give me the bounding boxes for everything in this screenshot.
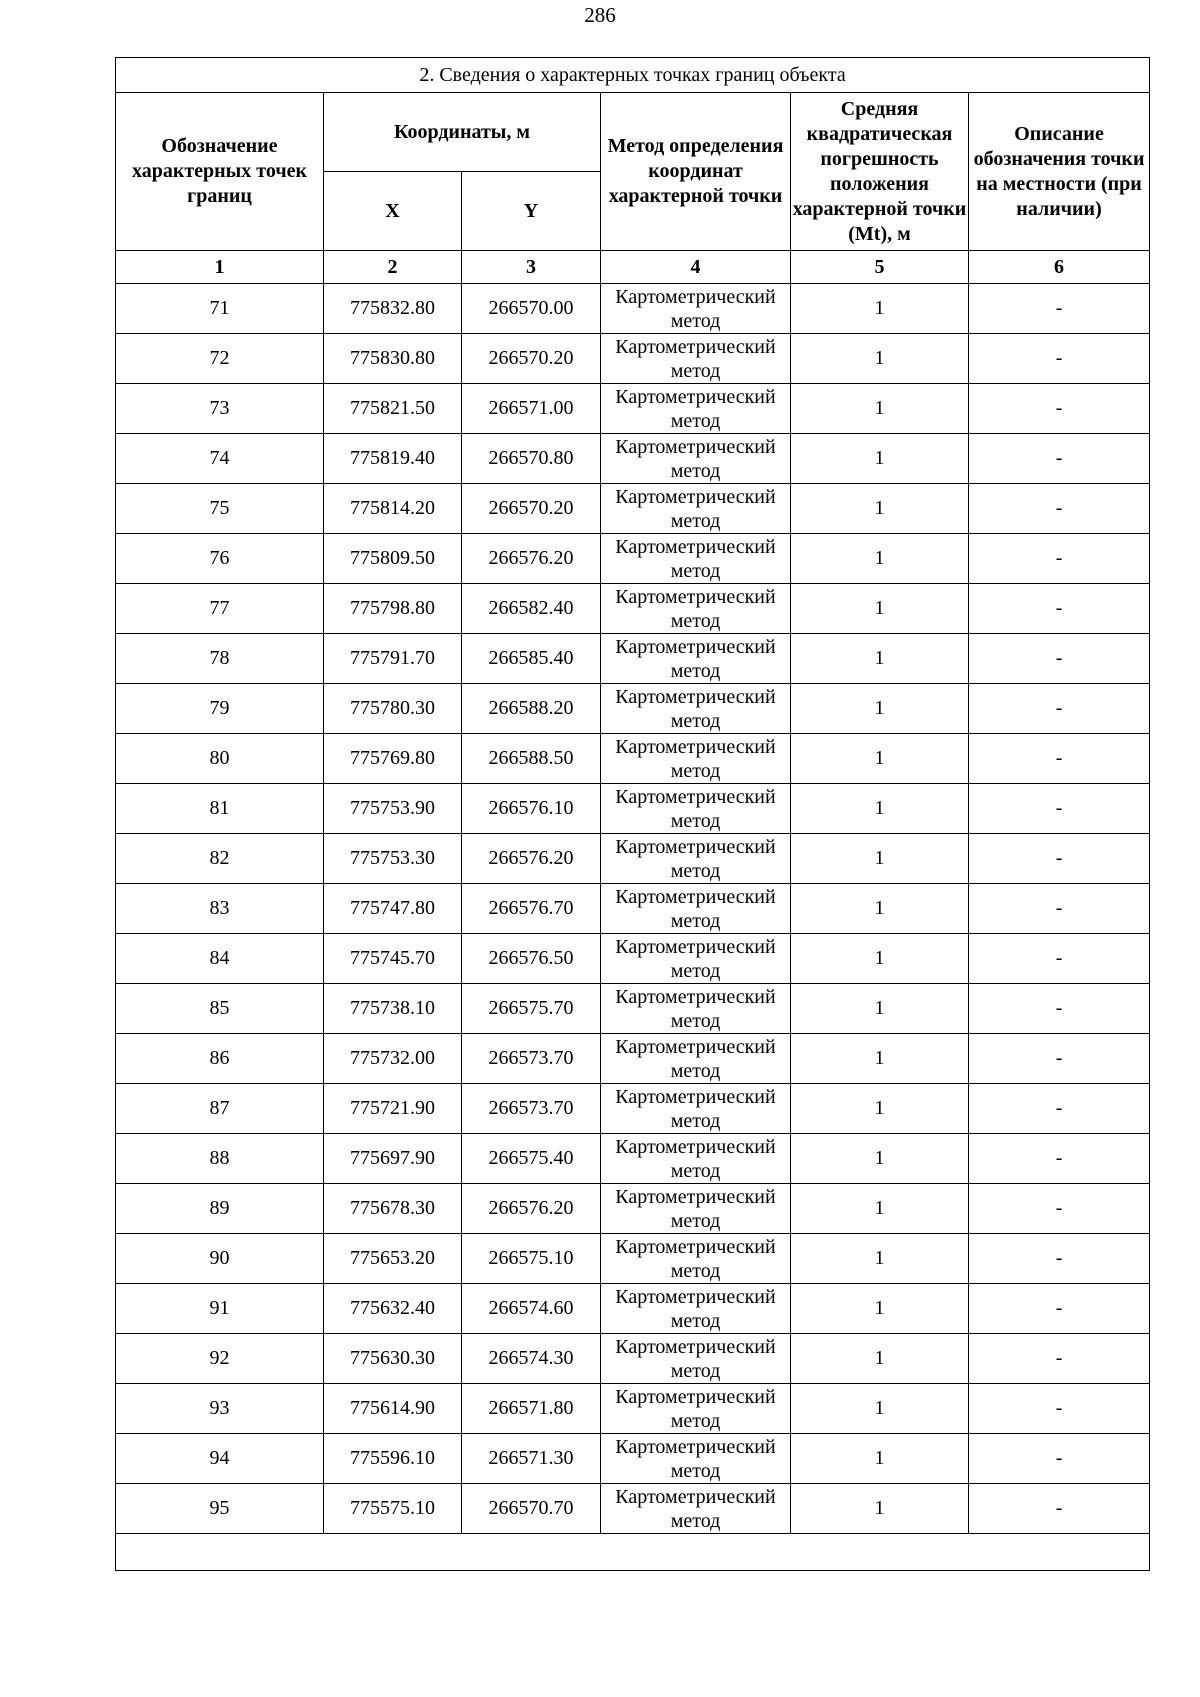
y-coordinate-cell: 266570.20 [462,334,601,384]
method-cell [601,1284,791,1334]
method-cell [601,434,791,484]
error-cell: 1 [791,1184,969,1234]
method-line-2: метод [670,1409,721,1432]
method-line-2: метод [670,509,721,532]
column-number: 1 [116,251,324,284]
description-cell: - [969,884,1150,934]
method-cell [601,1384,791,1434]
method-line-2: метод [670,359,721,382]
error-cell: 1 [791,584,969,634]
error-cell: 1 [791,1084,969,1134]
method-line-1: Картометрический [615,735,776,758]
error-cell: 1 [791,434,969,484]
description-cell: - [969,784,1150,834]
description-cell: - [969,1334,1150,1384]
point-cell: 71 [116,284,324,334]
error-cell: 1 [791,734,969,784]
description-cell: - [969,834,1150,884]
error-cell: 1 [791,334,969,384]
table-row [116,1084,1150,1134]
description-cell: - [969,1284,1150,1334]
method-line-2: метод [670,1509,721,1532]
table-row [116,1234,1150,1284]
error-cell: 1 [791,1234,969,1284]
point-cell: 95 [116,1484,324,1534]
y-coordinate-cell: 266570.00 [462,284,601,334]
method-line-1: Картометрический [615,585,776,608]
point-cell: 86 [116,1034,324,1084]
description-cell: - [969,984,1150,1034]
error-cell: 1 [791,1384,969,1434]
boundary-points-table [115,57,1150,1571]
method-cell [601,1234,791,1284]
empty-footer-row [116,1534,1150,1571]
description-cell: - [969,434,1150,484]
method-line-2: метод [670,809,721,832]
x-coordinate-cell: 775745.70 [324,934,462,984]
x-coordinate-cell: 775747.80 [324,884,462,934]
method-cell [601,1134,791,1184]
x-coordinate-cell: 775832.80 [324,284,462,334]
description-cell: - [969,484,1150,534]
column-number: 2 [324,251,462,284]
point-cell: 75 [116,484,324,534]
point-cell: 87 [116,1084,324,1134]
y-coordinate-cell: 266585.40 [462,634,601,684]
method-cell [601,1084,791,1134]
point-cell: 72 [116,334,324,384]
table-row [116,384,1150,434]
method-line-1: Картометрический [615,1385,776,1408]
table-row [116,534,1150,584]
method-line-1: Картометрический [615,1185,776,1208]
method-line-2: метод [670,1109,721,1132]
error-cell: 1 [791,384,969,434]
x-coordinate-cell: 775678.30 [324,1184,462,1234]
method-line-1: Картометрический [615,885,776,908]
y-coordinate-cell: 266570.80 [462,434,601,484]
header-coordinates: Координаты, м [324,93,601,172]
method-line-2: метод [670,309,721,332]
description-cell: - [969,634,1150,684]
error-cell: 1 [791,284,969,334]
description-cell: - [969,284,1150,334]
table-row [116,1134,1150,1184]
point-cell: 90 [116,1234,324,1284]
method-line-1: Картометрический [615,535,776,558]
table-body [116,284,1150,1534]
error-cell: 1 [791,934,969,984]
table-row [116,834,1150,884]
table-row [116,634,1150,684]
description-cell: - [969,384,1150,434]
error-cell: 1 [791,1034,969,1084]
empty-footer-cell [116,1534,1150,1571]
method-cell [601,584,791,634]
method-cell [601,1484,791,1534]
method-line-2: метод [670,1259,721,1282]
column-number: 4 [601,251,791,284]
table-row [116,734,1150,784]
description-cell: - [969,684,1150,734]
point-cell: 94 [116,1434,324,1484]
method-cell [601,284,791,334]
method-line-1: Картометрический [615,685,776,708]
description-cell: - [969,934,1150,984]
header-designation: Обозначение характерных точек границ [116,93,324,251]
method-cell [601,734,791,784]
column-number: 5 [791,251,969,284]
table-row [116,434,1150,484]
description-cell: - [969,534,1150,584]
x-coordinate-cell: 775630.30 [324,1334,462,1384]
table-row [116,684,1150,734]
point-cell: 78 [116,634,324,684]
description-cell: - [969,734,1150,784]
method-line-1: Картометрический [615,285,776,308]
x-coordinate-cell: 775614.90 [324,1384,462,1434]
point-cell: 85 [116,984,324,1034]
method-cell [601,634,791,684]
method-line-1: Картометрический [615,985,776,1008]
y-coordinate-cell: 266571.30 [462,1434,601,1484]
error-cell: 1 [791,634,969,684]
error-cell: 1 [791,1284,969,1334]
method-line-1: Картометрический [615,935,776,958]
description-cell: - [969,1184,1150,1234]
method-line-2: метод [670,1459,721,1482]
point-cell: 73 [116,384,324,434]
error-cell: 1 [791,484,969,534]
x-coordinate-cell: 775780.30 [324,684,462,734]
method-line-1: Картометрический [615,1085,776,1108]
y-coordinate-cell: 266570.20 [462,484,601,534]
y-coordinate-cell: 266582.40 [462,584,601,634]
method-cell [601,534,791,584]
error-cell: 1 [791,1334,969,1384]
table-row [116,884,1150,934]
error-cell: 1 [791,884,969,934]
method-cell [601,934,791,984]
point-cell: 93 [116,1384,324,1434]
error-cell: 1 [791,784,969,834]
point-cell: 74 [116,434,324,484]
x-coordinate-cell: 775753.30 [324,834,462,884]
table-row [116,1334,1150,1384]
error-cell: 1 [791,834,969,884]
method-cell [601,334,791,384]
header-error: Средняя квадратическая погрешность положения характерной точки (Mt), м [791,93,969,251]
method-cell [601,834,791,884]
table-row [116,484,1150,534]
point-cell: 89 [116,1184,324,1234]
method-line-1: Картометрический [615,835,776,858]
point-cell: 88 [116,1134,324,1184]
description-cell: - [969,1434,1150,1484]
y-coordinate-cell: 266575.70 [462,984,601,1034]
error-cell: 1 [791,984,969,1034]
x-coordinate-cell: 775814.20 [324,484,462,534]
method-line-2: метод [670,1059,721,1082]
y-coordinate-cell: 266573.70 [462,1084,601,1134]
method-cell [601,1334,791,1384]
method-cell [601,1184,791,1234]
table-row [116,284,1150,334]
y-coordinate-cell: 266575.40 [462,1134,601,1184]
point-cell: 77 [116,584,324,634]
method-line-2: метод [670,759,721,782]
description-cell: - [969,1034,1150,1084]
x-coordinate-cell: 775809.50 [324,534,462,584]
description-cell: - [969,1384,1150,1434]
x-coordinate-cell: 775791.70 [324,634,462,684]
description-cell: - [969,334,1150,384]
method-line-1: Картометрический [615,335,776,358]
method-line-1: Картометрический [615,1135,776,1158]
error-cell: 1 [791,1484,969,1534]
method-line-1: Картометрический [615,1335,776,1358]
point-cell: 80 [116,734,324,784]
error-cell: 1 [791,684,969,734]
table-row [116,1184,1150,1234]
method-cell [601,384,791,434]
y-coordinate-cell: 266576.20 [462,834,601,884]
description-cell: - [969,1084,1150,1134]
method-line-2: метод [670,1359,721,1382]
x-coordinate-cell: 775769.80 [324,734,462,784]
table-row [116,984,1150,1034]
y-coordinate-cell: 266576.20 [462,534,601,584]
method-line-1: Картометрический [615,1235,776,1258]
method-cell [601,684,791,734]
y-coordinate-cell: 266571.80 [462,1384,601,1434]
description-cell: - [969,1484,1150,1534]
y-coordinate-cell: 266570.70 [462,1484,601,1534]
y-coordinate-cell: 266575.10 [462,1234,601,1284]
method-line-1: Картометрический [615,635,776,658]
method-line-1: Картометрический [615,1035,776,1058]
point-cell: 84 [116,934,324,984]
x-coordinate-cell: 775821.50 [324,384,462,434]
error-cell: 1 [791,1134,969,1184]
method-cell [601,1434,791,1484]
point-cell: 81 [116,784,324,834]
method-line-1: Картометрический [615,385,776,408]
y-coordinate-cell: 266576.70 [462,884,601,934]
x-coordinate-cell: 775575.10 [324,1484,462,1534]
header-y: Y [462,172,601,251]
method-line-1: Картометрический [615,1435,776,1458]
method-line-2: метод [670,559,721,582]
header-method: Метод определения координат характерной точки [601,93,791,251]
x-coordinate-cell: 775753.90 [324,784,462,834]
point-cell: 76 [116,534,324,584]
y-coordinate-cell: 266588.50 [462,734,601,784]
method-line-2: метод [670,1009,721,1032]
error-cell: 1 [791,534,969,584]
y-coordinate-cell: 266571.00 [462,384,601,434]
method-line-2: метод [670,909,721,932]
method-line-2: метод [670,1209,721,1232]
x-coordinate-cell: 775830.80 [324,334,462,384]
y-coordinate-cell: 266576.10 [462,784,601,834]
x-coordinate-cell: 775632.40 [324,1284,462,1334]
table-row [116,784,1150,834]
method-cell [601,484,791,534]
description-cell: - [969,1134,1150,1184]
method-line-2: метод [670,459,721,482]
method-line-1: Картометрический [615,485,776,508]
x-coordinate-cell: 775721.90 [324,1084,462,1134]
x-coordinate-cell: 775798.80 [324,584,462,634]
x-coordinate-cell: 775653.20 [324,1234,462,1284]
table-row [116,1384,1150,1434]
page-number: 286 [584,3,616,27]
method-line-2: метод [670,409,721,432]
point-cell: 92 [116,1334,324,1384]
method-line-2: метод [670,659,721,682]
method-line-2: метод [670,1309,721,1332]
method-cell [601,1034,791,1084]
header-description: Описание обозначения точки на местности (при наличии) [969,93,1150,251]
column-number: 6 [969,251,1150,284]
table-row [116,1284,1150,1334]
method-line-1: Картометрический [615,1485,776,1508]
column-number: 3 [462,251,601,284]
x-coordinate-cell: 775732.00 [324,1034,462,1084]
method-line-2: метод [670,959,721,982]
x-coordinate-cell: 775697.90 [324,1134,462,1184]
table-row [116,334,1150,384]
method-line-1: Картометрический [615,785,776,808]
description-cell: - [969,584,1150,634]
table-row [116,1034,1150,1084]
y-coordinate-cell: 266573.70 [462,1034,601,1084]
method-line-1: Картометрический [615,1285,776,1308]
table-row [116,1484,1150,1534]
y-coordinate-cell: 266574.30 [462,1334,601,1384]
table-row [116,584,1150,634]
method-cell [601,984,791,1034]
x-coordinate-cell: 775738.10 [324,984,462,1034]
x-coordinate-cell: 775819.40 [324,434,462,484]
y-coordinate-cell: 266576.50 [462,934,601,984]
y-coordinate-cell: 266574.60 [462,1284,601,1334]
method-line-2: метод [670,709,721,732]
header-x: X [324,172,462,251]
point-cell: 79 [116,684,324,734]
method-cell [601,784,791,834]
y-coordinate-cell: 266576.20 [462,1184,601,1234]
section-title: 2. Сведения о характерных точках границ объекта [116,58,1150,93]
x-coordinate-cell: 775596.10 [324,1434,462,1484]
error-cell: 1 [791,1434,969,1484]
point-cell: 82 [116,834,324,884]
point-cell: 91 [116,1284,324,1334]
method-line-2: метод [670,609,721,632]
table-row [116,1434,1150,1484]
method-line-1: Картометрический [615,435,776,458]
method-cell [601,884,791,934]
y-coordinate-cell: 266588.20 [462,684,601,734]
description-cell: - [969,1234,1150,1284]
table-row [116,934,1150,984]
method-line-2: метод [670,1159,721,1182]
point-cell: 83 [116,884,324,934]
method-line-2: метод [670,859,721,882]
